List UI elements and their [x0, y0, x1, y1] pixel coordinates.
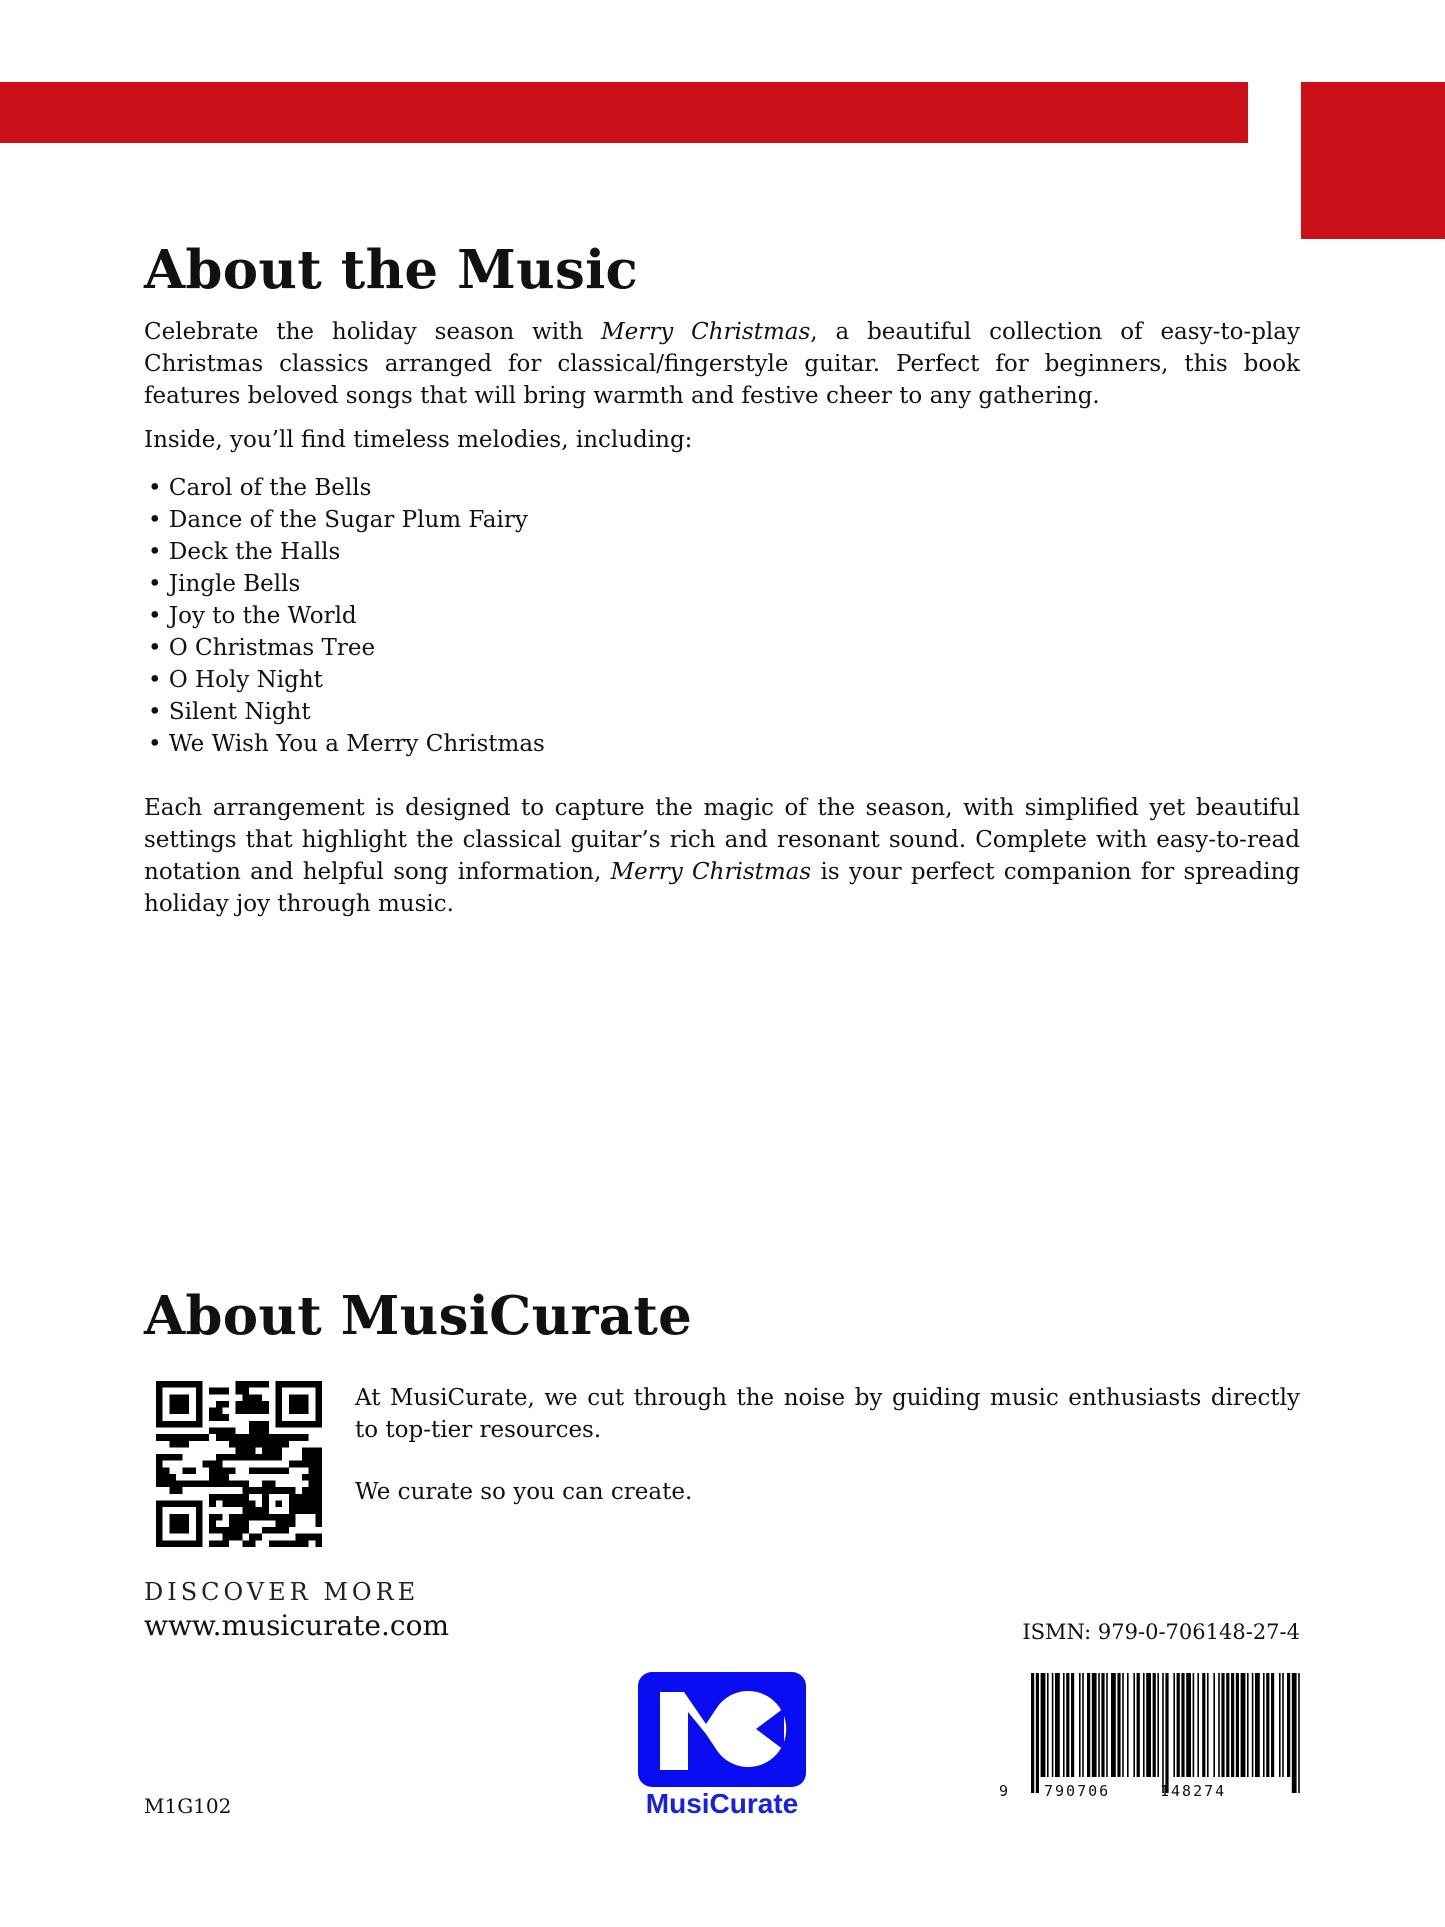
about-music-heading: About the Music [144, 239, 639, 301]
list-item: • Deck the Halls [148, 536, 545, 568]
qr-code-icon[interactable] [156, 1381, 322, 1547]
about-musicurate-heading: About MusiCurate [144, 1285, 693, 1347]
list-item: • Silent Night [148, 696, 545, 728]
song-list [148, 472, 545, 760]
list-item: • O Christmas Tree [148, 632, 545, 664]
musicurate-tagline: We curate so you can create. [355, 1479, 693, 1505]
brand-name: MusiCurate [645, 1788, 799, 1819]
list-item: • We Wish You a Merry Christmas [148, 728, 545, 760]
outro-paragraph: Each arrangement is designed to capture the magic of the season, with simplified yet beautiful settings that highlight the classical guitar’s rich and resonant sound. Complete with easy-to-read notation and helpful song information, Merry Christmas is your perfect companion for spreading holiday joy through music. [144, 795, 1300, 917]
list-item: • Carol of the Bells [148, 472, 545, 504]
list-item: • O Holy Night [148, 664, 545, 696]
top-red-bar [0, 82, 1248, 143]
barcode-digits-left: 790706 [1044, 1782, 1111, 1800]
barcode-icon [1031, 1673, 1300, 1793]
intro-paragraph: Celebrate the holiday season with Merry Christmas, a beautiful collection of easy-to-play Christmas classics arranged for classical/fingerstyle guitar. Perfect for beginners, this book features beloved songs that will bring warmth and festive cheer to any gathering. [144, 319, 1300, 409]
product-code: M1G102 [144, 1794, 232, 1818]
book-title: Merry Christmas [610, 859, 812, 885]
book-title: Merry Christmas [601, 319, 811, 345]
musicurate-logo-icon [638, 1672, 806, 1787]
list-item: • Joy to the World [148, 600, 545, 632]
corner-red-block [1301, 82, 1445, 239]
list-item: • Jingle Bells [148, 568, 545, 600]
barcode-digits-right: 148274 [1160, 1782, 1227, 1800]
ismn-number: ISMN: 979-0-706148-27-4 [1022, 1620, 1300, 1644]
musicurate-description: At MusiCurate, we cut through the noise by guiding music enthusiasts directly to top-tier resources. [355, 1385, 1300, 1443]
list-item: • Dance of the Sugar Plum Fairy [148, 504, 545, 536]
inside-paragraph: Inside, you’ll find timeless melodies, including: [144, 427, 693, 453]
discover-more-label: DISCOVER MORE [144, 1578, 420, 1606]
barcode-digit-prefix: 9 [999, 1782, 1009, 1800]
website-link[interactable]: www.musicurate.com [144, 1609, 449, 1642]
